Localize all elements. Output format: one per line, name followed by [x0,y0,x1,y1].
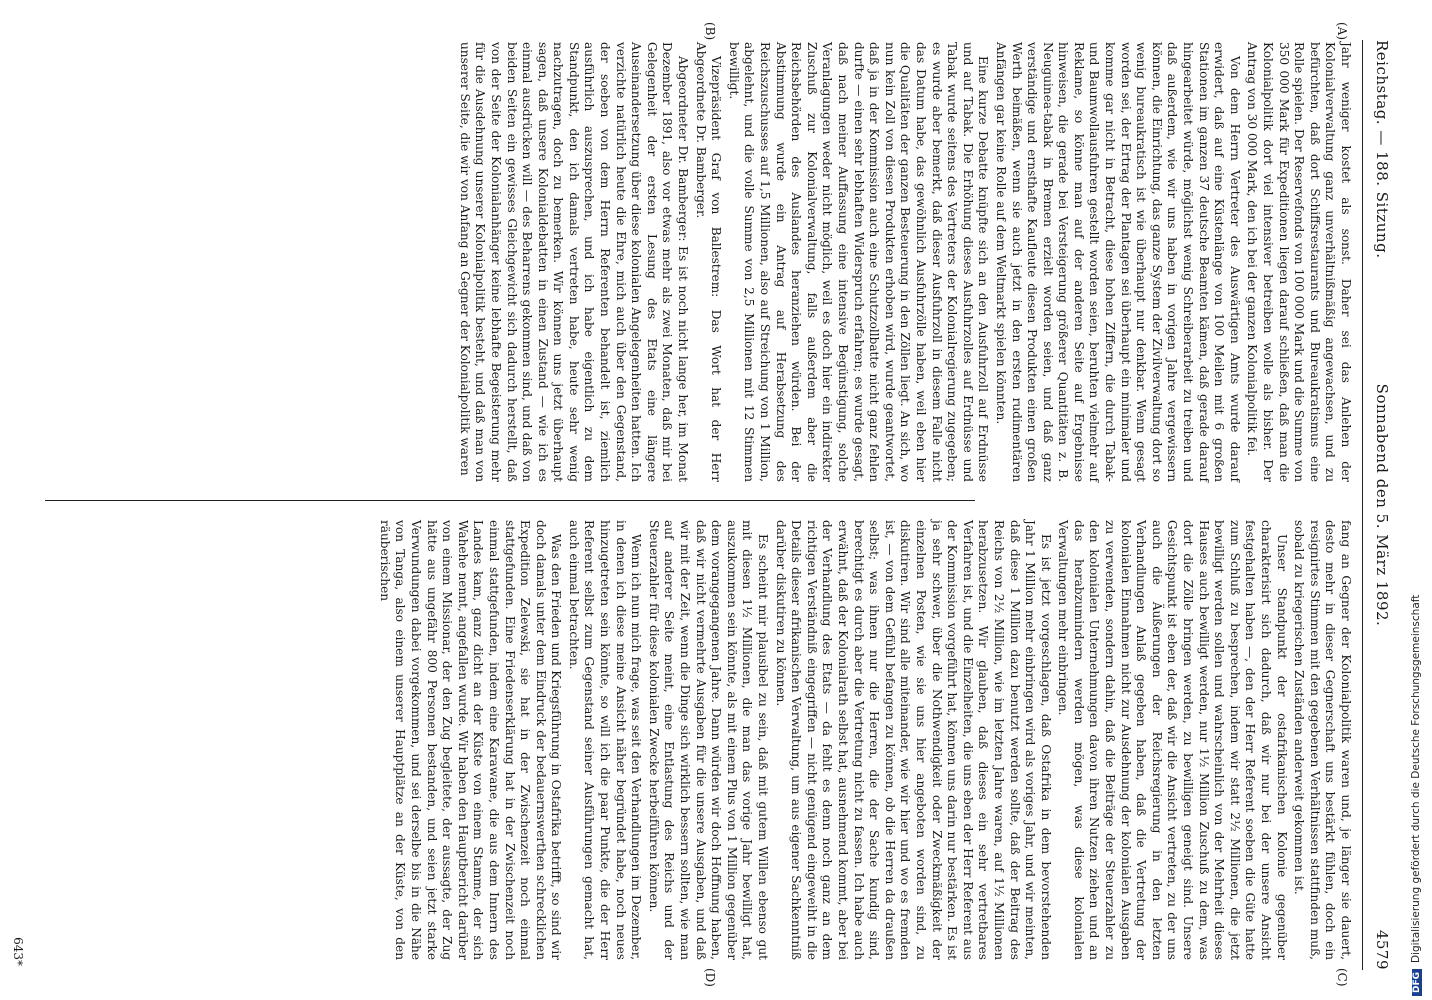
paragraph: fang an Gegner der Kolonialpolitik waren und, je länger sie dauert, desto mehr in dieser Gegnerschaft uns bestärkt fühlen, doch ein resignirtes Stimmen mit den gegebenen Verhältnissen stattfinden muß, sobald zu kriegerischen Zuständen anderweit gekommen ist. [1292,520,1353,960]
header-page-number: 4579 [1373,929,1391,970]
header-rule [1362,40,1363,970]
speaker-paragraph: Abgeordneter Dr. Bamberger: Es ist noch nicht lange her, im Monat Dezember 1891, also vor etwas mehr als zwei Monaten, daß mir bei Gelegenheit der ersten Lesung des Etats eine längere Auseinandersetzung über diese kolonialen Angelegenheiten hatten. Ich verzichte natürlich heute die Ehre, mich auch über den Gegenstand, der soeben von dem Herrn Referenten behandelt ist, ziemlich ausführlich auszusprechen, und ich habe eigentlich zu dem Standpunkt, den ich damals vertreten habe, heute sehr wenig nachzutragen, doch zu bemerken. Wir können uns jetzt überhaupt sagen, daß unsere Kolonialdebatten in einen Zustand — wie ich es einmal ausdrücken will — des Beharrens gekommen sind, und daß von beiden Seiten ein gewisses Gleichgewicht sich dadurch herstellt, daß von der Seite der Kolonialanhänger keine lebhafte Begeisterung mehr für die Ausdehnung unserer Kolonialpolitik besteht, und daß man von unserer Seite, die wir von Anfang an Gegner der Kolonialpolitik waren [457,42,691,482]
paragraph: Was den Frieden und Kriegsführung in Ostafrika betrifft, so sind wir doch damals unter dem Eindruck der bedauernswerthen schrecklichen Expedition Zelewski, sie hat in der Zwischenzeit noch einmal stattgefunden. Eine Friedenserklärung hat in der Zwischenzeit noch einmal stattgefunden, indem eine Karawane, die aus dem Innern des Landes kam, ganz dicht an der Küste von einem Stamme, der sich Wahehe nennt, angefallen wurde. Wir haben den Hauptbericht darüber von einem Missionar, der den Zug begleitete, der aussagte, der Zug hätte aus ungefähr 800 Personen bestanden, und seien jetzt starke Verwundungen dabei vorgekommen, und sei derselbe bis in die Nähe von Tanga, also einem unserer Hauptplätze an der Küste, von den räuberischen [377,520,564,960]
column-divider [45,500,975,501]
paragraph: Unser Standpunkt der ostafrikanischen Kolonie gegenüber charakterisirt sich dadurch, daß wir nur bei der unsere Ansicht festgehalten haben —, den der Herr Referent soeben die Güte hatte zum Schluß zu besprechen, indem wir statt 2½ Millionen, die jetzt bewilligt werden sollen und wahrscheinlich von der Mehrheit dieses Hauses auch bewilligt werden, nur 1½ Million Zuschuß zu dem, was dort die Zölle bringen werden, zu bewilligen geneigt sind. Unsere Gesichtspunkt ist eben der, daß wir die Ansicht vertreten, zu der uns auch die Äußerungen der Reichsregierung in den letzten Verhandlungen Anlaß gegeben haben, daß die Vertretung der kolonialen Einnahmen nicht zur Ausdehnung der kolonialen Ausgaben zu verwenden, sondern dahin, daß die Beiträge der Steuerzahler zu den kolonialen Unternehmungen davon ihren Nutzen ziehen und an das herabzumindern werden mögen, was diese kolonialen Verwaltungen mehr einbringen. [1056,520,1289,960]
margin-letter-d: (D) [703,968,717,987]
left-column [454,42,1353,482]
page-header [1367,40,1393,970]
right-column [374,520,1353,960]
paragraph: Es ist jetzt vorgeschlagen, daß Ostafrika in dem bevorstehenden Jahr 1 Million mehr einbringen wird als voriges Jahr, und wir meinten, daß diese 1 Million dazu benutzt werden sollte, daß der Beitrag des Reichs von 2½ Million, wie im letzten Jahre waren, auf 1½ Millionen herabzusetzen. Wir glauben, daß dieses ein sehr vertretbares Verfahren ist, und die Einzelheiten, die uns eben der Herr Referent aus der Kommission vorgeführt hat, können uns darin nur bestärken. Es ist ja sehr schwer, über die Nothwendigkeit oder Zweckmäßigkeit der einzelnen Posten, wie sie uns hier angeboten worden sind, zu diskutiren. Wir sind alle miteinander, wie wir hier und wo es fremden ist, — von dem Gefühl befangen zu können, ob die Herren da draußen selbst; was ihnen nur die Herren, die der Sache kundig sind, berechtigt es durch aber die Vertretung nicht zu fassen. Ich habe auch erwähnt, daß der Kolonialrath selbst hat, ausnehmend kommt, aber bei der Verhandlung des Etats — da fehlt es denn noch ganz an dem richtigen Verständniß eingegriffen — nicht genügend eingeweiht in die Details dieser afrikanischen Verwaltung, um aus eigener Sachkenntniß darüber diskutiren zu können. [773,520,1053,960]
margin-letter-a: (A) [1335,22,1349,41]
paragraph: Eine kurze Debatte knüpfte sich an den Ausfuhrzoll auf Erdnüsse und auf Tabak. Die Erhöhung dieses Ausfuhrzolles auf Erdnüsse und Tabak wurde seitens des Vertreters der Kolonialregierung zugegeben; es wurde aber bemerkt, daß dieser Ausfuhrzoll in diesem Falle nicht das Datum habe, das gewöhnlich Ausfuhrzölle haben, weil eben hier die Qualitäten der ganzen Besteuerung in den Zöllen liegt. An sich, wo nun kein Zoll von diesen Produkten erhoben wird, wurde geantwortet, daß ja in der Kommission auch eine Schutzzollbatte nicht ganz fehlen durfte — einen sehr lebhaften Widerspruch erfahren; es wurde gesagt, daß nach meiner Auffassung eine intensive Begünstigung, solche Veranlagungen weder nicht möglich, weil es doch hier ein indirekter Zuschuß zur Kolonialverwaltung, falls außerdem aber die Reichsbehörden des Auslandes heranziehen würden. Bei der Abstimmung wurde ein Antrag auf Herabsetzung des Reichszuschusses auf 1,5 Millionen, also auf Streichung von 1 Million, abgelehnt, und die volle Summe von 2,5 Millionen mit 12 Stimmen bewilligt. [726,42,991,482]
speaker-paragraph: Vizepräsident Graf von Ballestrem: Das Wort hat der Herr Abgeordnete Dr. Bamberger. [693,42,724,482]
digitization-credit [1410,496,1432,996]
dfg-logo: DFG [1412,969,1422,996]
margin-letter-b: (B) [703,22,717,41]
digitization-note: Digitalisierung gefördert durch die Deutsche Forschungsgemeinschaft [1410,594,1422,963]
margin-letter-c: (C) [1335,968,1349,987]
paragraph: Jahr weniger kostet als sonst. Daher sei das Anlehen der Kolonialverwaltung ganz unverhältnißmäßig angewachsen, und zu befürchten, daß dort Schiffsrestaurants und Bureaukratismus eine Rolle spielen. Der Reservefonds von 100 000 Mark und die Summe von 350 000 Mark für Expeditionen liegen darauf schließen, daß man die Kolonialpolitik dort viel intensiver betreiben wolle als bisher. Der Antrag von 30 000 Mark, den ich bei der ganzen Kolonialpolitik fei. [1245,42,1353,482]
header-session: Reichstag. — 188. Sitzung. [1373,40,1391,259]
paragraph: Wenn ich nun mich frage, was seit den Verhandlungen im Dezember, in denen ich diese meine Ansicht näher begründet habe, noch neues hinzugetreten sein könnte, so will ich die paar Punkte, die der Herr Referent selbst zum Gegenstand seiner Ausführungen gemacht hat, auch einmal betrachten. [566,520,644,960]
paragraph: Es scheint mir plausibel zu sein, daß mit gutem Willen ebenso gut mit diesen 1½ Millionen, die man das vorige Jahr bewilligt hat, auszukommen sein könnte, als mit einem Plus von 1 Million gegenüber dem vorangegangenen Jahre. Dann würden wir doch Hoffnung haben, daß wir nicht vermehrte Ausgaben für die unsere Ausgaben, und daß wir mit der Zeit, wenn die Dinge sich wirklich bessern sollten, wie man auf anderer Seite meint, eine Entlastung des Reichs und der Steuerzahler für diese kolonialen Zwecke herbeiführen können. [646,520,771,960]
header-date: Sonnabend den 5. März 1892. [1373,383,1391,627]
paragraph: Von dem Herrn Vertreter des Auswärtigen Amts wurde darauf erwidert, daß auf eine Küstenlänge von 100 Meilen mit 6 großen Stationen im ganzen 37 deutsche Beamten kämen, daß gerade darauf hingearbeitet würde, möglichst wenig Schreiberarbeit zu treiben und daß außerdem, wie wir uns haben in vorigen Jahre vergewissern können, die Einrichtung, das ganze System der Zivilverwaltung dort so wenig bureaukratisch ist wie überhaupt nur denkbar. Wenn gesagt worden sei, der Ertrag der Plantagen sei überhaupt ein minimaler und komme gar nicht in Betracht, diese hohen Ziffern, die durch Tabak- und Baumwollausfuhren gestellt worden seien, beruhten vielmehr auf Reklame, so könne man auf der anderen Seite auf Ergebnisse hinweisen, die gerade bei Versteigerung größerer Quantitäten z. B. Neuguinea-tabak in Bremen erzielt worden seien, und daß ganz verständige und ernsthafte Kaufleute diesen Produkten einen großen Werth beimäßen, wenn sie auch jetzt in den ersten rudimentären Anfängen gar keine Rolle auf dem Weltmarkt spielen könnten. [993,42,1242,482]
footer-page-mark: 643* [11,937,25,966]
